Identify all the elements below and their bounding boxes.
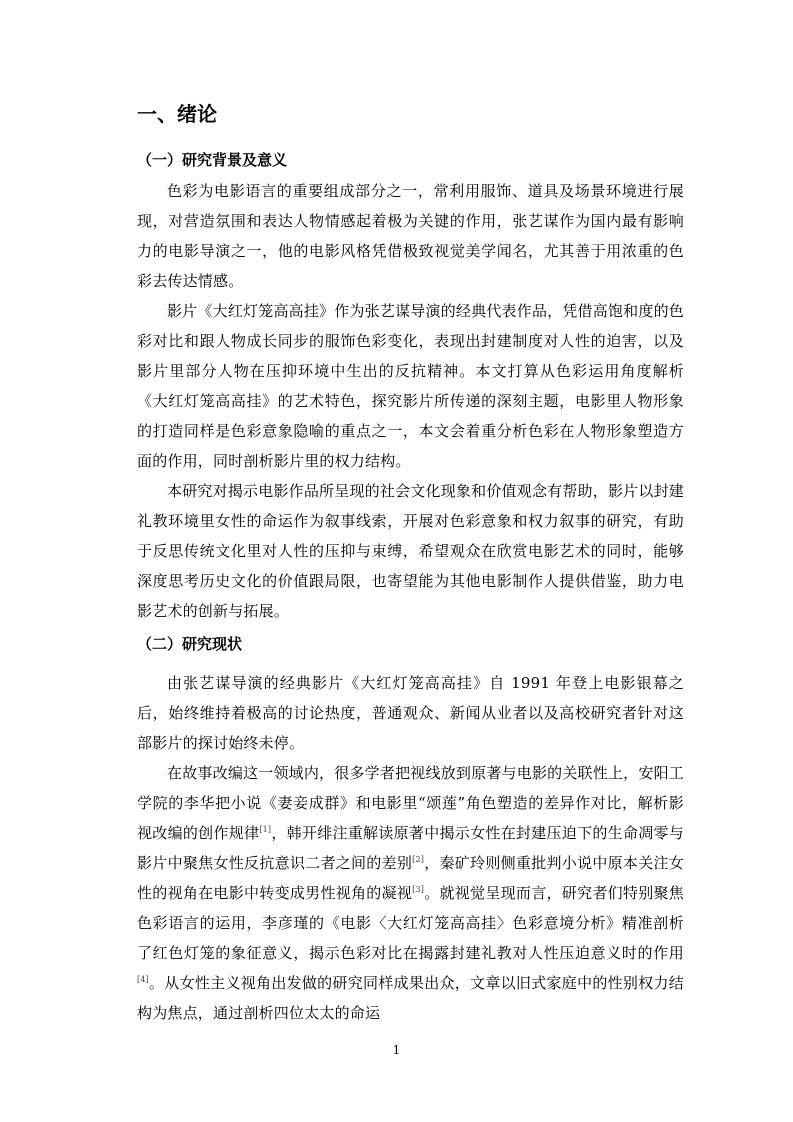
- page-content: [137, 98, 684, 1028]
- paragraph-with-citations: [137, 758, 684, 1028]
- citation-marker: [4]: [137, 975, 149, 984]
- citation-marker: [3]: [412, 885, 425, 894]
- text-run: ，韩开绯注重解读原著中揭示女性在封建压迫下的生命凋零与影片中聚焦女性反抗意识二者之间的差别: [137, 824, 685, 872]
- paragraph: 影片《大红灯笼高高挂》作为张艺谋导演的经典代表作品，凭借高饱和度的色彩对比和跟人物成长同步的服饰色彩变化，表现出封建制度对人性的迫害，以及影片里部分人物在压抑环境中生出的反抗精神。本文打算从色彩运用角度解析《大红灯笼高高挂》的艺术特色，探究影片所传递的深刻主题，电影里人物形象的打造同样是色彩意象隐喻的重点之一，本文会着重分析色彩在人物形象塑造方面的作用，同时剖析影片里的权力结构。: [137, 302, 684, 470]
- paragraph: 由张艺谋导演的经典影片《大红灯笼高高挂》自 1991 年登上电影银幕之后，始终维持着极高的讨论热度，普通观众、新闻从业者以及高校研究者针对这部影片的探讨始终未停。: [137, 674, 684, 752]
- text-run: ，秦矿玲则侧重批判小说中原本关注女性的视角在电影中转变成男性视角的凝视: [137, 854, 684, 902]
- text-run: 。从女性主义视角出发做的研究同样成果出众，文章以旧式家庭中的性别权力结构为焦点，通过剖析四位太太的命运: [137, 974, 684, 1022]
- citation-marker: [2]: [412, 855, 425, 864]
- paragraph: 本研究对揭示电影作品所呈现的社会文化现象和价值观念有帮助，影片以封建礼教环境里女性的命运作为叙事线索，开展对色彩意象和权力叙事的研究，有助于反思传统文化里对人性的压抑与束缚，希望观众在欣赏电影艺术的同时，能够深度思考历史文化的价值跟局限，也寄望能为其他电影制作人提供借鉴，助力电影艺术的创新与拓展。: [137, 482, 684, 620]
- citation-marker: [1]: [259, 825, 272, 834]
- text-run: 。就视觉呈现而言，研究者们特别聚焦色彩语言的运用，李彦瑾的《电影〈大红灯笼高高挂〉色彩意境分析》精准剖析了红色灯笼的象征意义，揭示色彩对比在揭露封建礼教对人性压迫意义时的作用: [137, 884, 684, 962]
- chapter-heading: 一、绪论: [137, 102, 217, 126]
- page-number: 1: [392, 1043, 401, 1057]
- section-heading-background: （一）研究背景及意义: [137, 151, 288, 169]
- section-heading-status: （二）研究现状: [137, 635, 243, 653]
- text-run: 在故事改编这一领域内，很多学者把视线放到原著与电影的关联性上，安阳工学院的李华把小说《妻妾成群》和电影里“颂莲”角色塑造的差异作对比，解析影视改编的创作规律: [137, 764, 684, 842]
- paragraph: 色彩为电影语言的重要组成部分之一，常利用服饰、道具及场景环境进行展现，对营造氛围和表达人物情感起着极为关键的作用，张艺谋作为国内最有影响力的电影导演之一，他的电影风格凭借极致视觉美学闻名，尤其善于用浓重的色彩去传达情感。: [137, 182, 684, 290]
